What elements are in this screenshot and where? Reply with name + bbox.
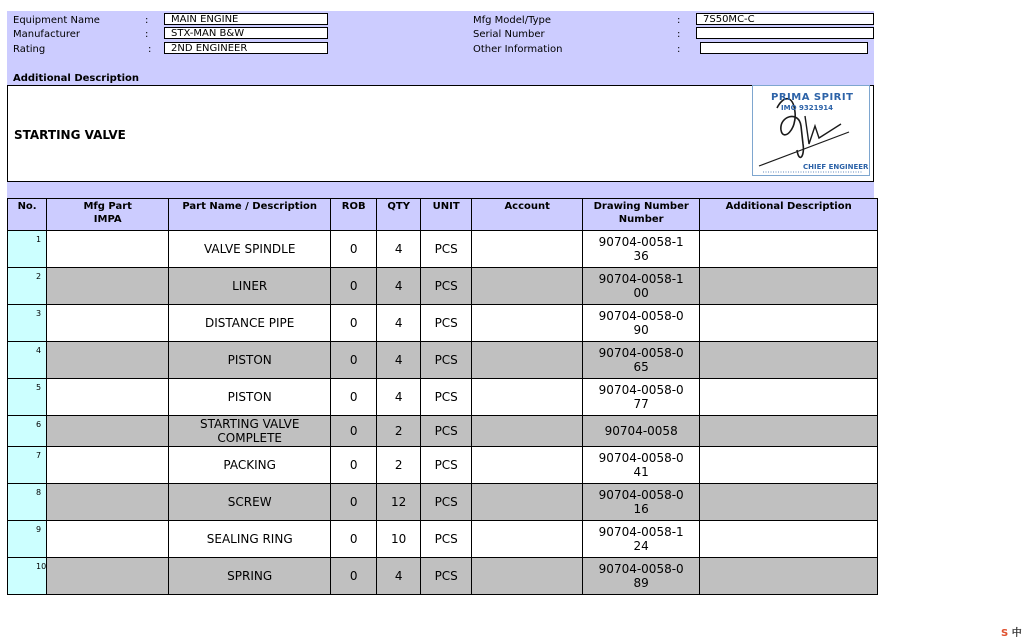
account-cell <box>472 416 583 447</box>
additional-description-cell <box>700 521 878 558</box>
qty-cell: 4 <box>377 379 421 416</box>
part-name-text: PISTON <box>227 390 272 404</box>
colon: : <box>677 44 681 55</box>
additional-description-box <box>7 85 874 182</box>
row-number: 4 <box>8 342 47 379</box>
rob-cell: 0 <box>331 484 377 521</box>
table-header-row <box>8 199 878 231</box>
other-information-value <box>700 42 868 54</box>
part-name-cell <box>169 268 331 305</box>
col-header-account: Account <box>472 199 583 231</box>
row-number: 9 <box>8 521 47 558</box>
drawing-number-cell <box>583 379 700 416</box>
colon: : <box>677 15 681 26</box>
row-number: 2 <box>8 268 47 305</box>
drawing-number-cell <box>583 447 700 484</box>
colon: : <box>145 29 149 40</box>
col-header-qty: QTY <box>377 199 421 231</box>
separator-band <box>7 182 874 198</box>
drawing-number-cell <box>583 484 700 521</box>
rob-cell: 0 <box>331 416 377 447</box>
table-row <box>8 521 878 558</box>
additional-description-cell <box>700 379 878 416</box>
table-row <box>8 342 878 379</box>
mfg-part-cell <box>47 558 169 595</box>
drawing-number-cell <box>583 305 700 342</box>
unit-cell: PCS <box>421 484 472 521</box>
unit-cell: PCS <box>421 379 472 416</box>
account-cell <box>472 447 583 484</box>
drawing-number-cell <box>583 342 700 379</box>
manufacturer-value: STX-MAN B&W <box>164 27 328 39</box>
additional-description-cell <box>700 268 878 305</box>
rob-cell: 0 <box>331 268 377 305</box>
col-header-mfg-part <box>47 199 169 231</box>
drawing-number-cell <box>583 521 700 558</box>
part-name-text: STARTING VALVE COMPLETE <box>199 417 300 445</box>
col-header-no: No. <box>8 199 47 231</box>
drawing-number-cell <box>583 416 700 447</box>
part-name-cell <box>169 484 331 521</box>
unit-cell: PCS <box>421 447 472 484</box>
table-row <box>8 305 878 342</box>
table-row <box>8 231 878 268</box>
serial-number-value <box>696 27 874 39</box>
part-name-cell <box>169 342 331 379</box>
table-row <box>8 268 878 305</box>
qty-cell: 10 <box>377 521 421 558</box>
rating-label: Rating <box>13 44 46 55</box>
sogou-ime-icon[interactable]: S 中 <box>1001 628 1022 639</box>
parts-table-body <box>8 231 878 595</box>
mfg-part-cell <box>47 305 169 342</box>
unit-cell: PCS <box>421 416 472 447</box>
table-row <box>8 484 878 521</box>
mfg-part-cell <box>47 416 169 447</box>
unit-cell: PCS <box>421 521 472 558</box>
rob-cell: 0 <box>331 379 377 416</box>
part-name-cell <box>169 305 331 342</box>
col-header-unit: UNIT <box>421 199 472 231</box>
qty-cell: 4 <box>377 231 421 268</box>
stamp-title: CHIEF ENGINEER <box>803 163 869 171</box>
part-name-text: VALVE SPINDLE <box>203 242 296 256</box>
equipment-info-header <box>7 11 874 57</box>
ime-language-indicator: 中 <box>1011 628 1022 639</box>
drawing-number-text: 90704-0058-016 <box>598 488 684 516</box>
parts-table <box>7 198 878 595</box>
account-cell <box>472 305 583 342</box>
chief-engineer-stamp <box>752 85 870 176</box>
additional-description-cell <box>700 558 878 595</box>
additional-description-cell <box>700 416 878 447</box>
mfg-part-cell <box>47 447 169 484</box>
drawing-number-cell <box>583 231 700 268</box>
part-name-cell <box>169 558 331 595</box>
qty-cell: 12 <box>377 484 421 521</box>
mfg-part-cell <box>47 231 169 268</box>
col-header-additional-description: Additional Description <box>700 199 878 231</box>
additional-description-cell <box>700 447 878 484</box>
drawing-number-text: 90704-0058-089 <box>598 562 684 590</box>
part-name-cell <box>169 521 331 558</box>
rob-cell: 0 <box>331 447 377 484</box>
drawing-number-text: 90704-0058-065 <box>598 346 684 374</box>
other-information-label: Other Information <box>473 44 563 55</box>
drawing-number-text: 90704-0058-090 <box>598 309 684 337</box>
additional-description-cell <box>700 342 878 379</box>
stamp-imo-number: IMO 9321914 <box>781 104 834 112</box>
account-cell <box>472 231 583 268</box>
account-cell <box>472 558 583 595</box>
table-row <box>8 379 878 416</box>
account-cell <box>472 379 583 416</box>
row-number: 1 <box>8 231 47 268</box>
qty-cell: 4 <box>377 305 421 342</box>
part-name-cell <box>169 447 331 484</box>
colon: : <box>145 15 149 26</box>
mfg-part-cell <box>47 484 169 521</box>
qty-cell: 2 <box>377 447 421 484</box>
account-cell <box>472 521 583 558</box>
drawing-number-cell <box>583 268 700 305</box>
rob-cell: 0 <box>331 558 377 595</box>
part-name-text: DISTANCE PIPE <box>205 316 295 330</box>
colon: : <box>677 29 681 40</box>
col-header-drawing-number <box>583 199 700 231</box>
part-name-text: PISTON <box>227 353 272 367</box>
col-header-part-name: Part Name / Description <box>169 199 331 231</box>
mfg-model-value: 7S50MC-C <box>696 13 874 25</box>
mfg-part-cell <box>47 268 169 305</box>
part-name-cell <box>169 231 331 268</box>
drawing-number-text: 90704-0058-041 <box>598 451 684 479</box>
part-name-cell <box>169 379 331 416</box>
colon: : <box>148 44 152 55</box>
unit-cell: PCS <box>421 305 472 342</box>
additional-description-cell <box>700 305 878 342</box>
row-number: 3 <box>8 305 47 342</box>
row-number: 6 <box>8 416 47 447</box>
part-name-text: SCREW <box>227 495 272 509</box>
col-header-drawing-number-text: Drawing Number Number <box>593 201 689 225</box>
drawing-number-text: 90704-0058-077 <box>598 383 684 411</box>
drawing-number-cell <box>583 558 700 595</box>
account-cell <box>472 484 583 521</box>
part-name-text: LINER <box>232 279 268 293</box>
manufacturer-label: Manufacturer <box>13 29 80 40</box>
qty-cell: 4 <box>377 558 421 595</box>
row-number: 8 <box>8 484 47 521</box>
mfg-part-cell <box>47 521 169 558</box>
additional-description-band <box>7 57 874 85</box>
drawing-number-text: 90704-0058-136 <box>598 235 684 263</box>
table-row <box>8 447 878 484</box>
unit-cell: PCS <box>421 558 472 595</box>
rob-cell: 0 <box>331 305 377 342</box>
row-number: 5 <box>8 379 47 416</box>
part-name-cell <box>169 416 331 447</box>
table-row <box>8 558 878 595</box>
part-name-text: PACKING <box>223 458 276 472</box>
col-header-rob: ROB <box>331 199 377 231</box>
part-name-text: SEALING RING <box>206 532 293 546</box>
equipment-name-value: MAIN ENGINE <box>164 13 328 25</box>
unit-cell: PCS <box>421 342 472 379</box>
additional-description-title: Additional Description <box>13 73 140 84</box>
qty-cell: 4 <box>377 342 421 379</box>
rating-value: 2ND ENGINEER <box>164 42 328 54</box>
table-row <box>8 416 878 447</box>
account-cell <box>472 268 583 305</box>
serial-number-label: Serial Number <box>473 29 545 40</box>
rob-cell: 0 <box>331 521 377 558</box>
equipment-name-label: Equipment Name <box>13 15 100 26</box>
row-number: 7 <box>8 447 47 484</box>
mfg-part-cell <box>47 342 169 379</box>
mfg-part-cell <box>47 379 169 416</box>
mfg-model-label: Mfg Model/Type <box>473 15 552 26</box>
rob-cell: 0 <box>331 342 377 379</box>
unit-cell: PCS <box>421 231 472 268</box>
qty-cell: 4 <box>377 268 421 305</box>
additional-description-cell <box>700 231 878 268</box>
additional-description-cell <box>700 484 878 521</box>
part-name-text: SPRING <box>227 569 273 583</box>
additional-description-text: STARTING VALVE <box>14 128 126 142</box>
stamp-ship-name: PRIMA SPIRIT <box>771 92 854 103</box>
drawing-number-text: 90704-0058-100 <box>598 272 684 300</box>
qty-cell: 2 <box>377 416 421 447</box>
account-cell <box>472 342 583 379</box>
drawing-number-text: 90704-0058 <box>604 424 678 438</box>
unit-cell: PCS <box>421 268 472 305</box>
row-number: 10 <box>8 558 47 595</box>
col-header-mfg-part-text: Mfg Part IMPA <box>83 201 132 225</box>
rob-cell: 0 <box>331 231 377 268</box>
drawing-number-text: 90704-0058-124 <box>598 525 684 553</box>
